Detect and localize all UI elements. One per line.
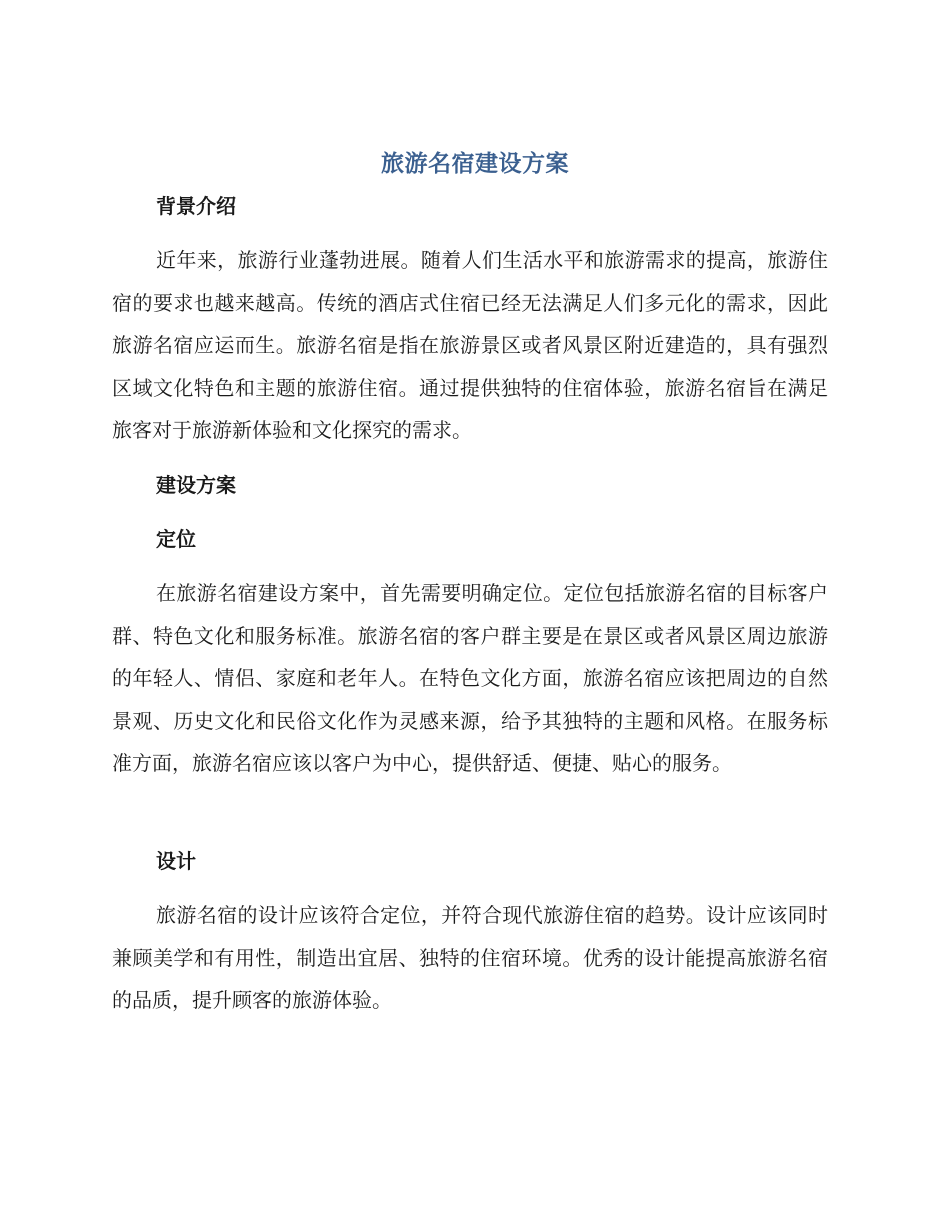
section-heading-background: 背景介绍 xyxy=(156,194,236,218)
section-heading-design: 设计 xyxy=(156,849,196,873)
document-title: 旅游名宿建设方案 xyxy=(381,151,569,177)
section-paragraph-background: 近年来，旅游行业蓬勃进展。随着人们生活水平和旅游需求的提高，旅游住宿的要求也越来越高。传统的酒店式住宿已经无法满足人们多元化的需求，因此旅游名宿应运而生。旅游名宿是指在旅游景区或者风景区附近建造的，具有强烈区域文化特色和主题的旅游住宿。通过提供独特的住宿体验，旅游名宿旨在满足旅客对于旅游新体验和文化探究的需求。 xyxy=(112,248,828,442)
section-heading-positioning: 定位 xyxy=(156,527,196,551)
section-heading-construction-plan: 建设方案 xyxy=(156,473,236,497)
section-paragraph-design: 旅游名宿的设计应该符合定位，并符合现代旅游住宿的趋势。设计应该同时兼顾美学和有用性，制造出宜居、独特的住宿环境。优秀的设计能提高旅游名宿的品质，提升顾客的旅游体验。 xyxy=(112,903,828,1012)
section-paragraph-positioning: 在旅游名宿建设方案中，首先需要明确定位。定位包括旅游名宿的目标客户群、特色文化和服务标准。旅游名宿的客户群主要是在景区或者风景区周边旅游的年轻人、情侣、家庭和老年人。在特色文化方面，旅游名宿应该把周边的自然景观、历史文化和民俗文化作为灵感来源，给予其独特的主题和风格。在服务标准方面，旅游名宿应该以客户为中心，提供舒适、便捷、贴心的服务。 xyxy=(112,581,828,775)
